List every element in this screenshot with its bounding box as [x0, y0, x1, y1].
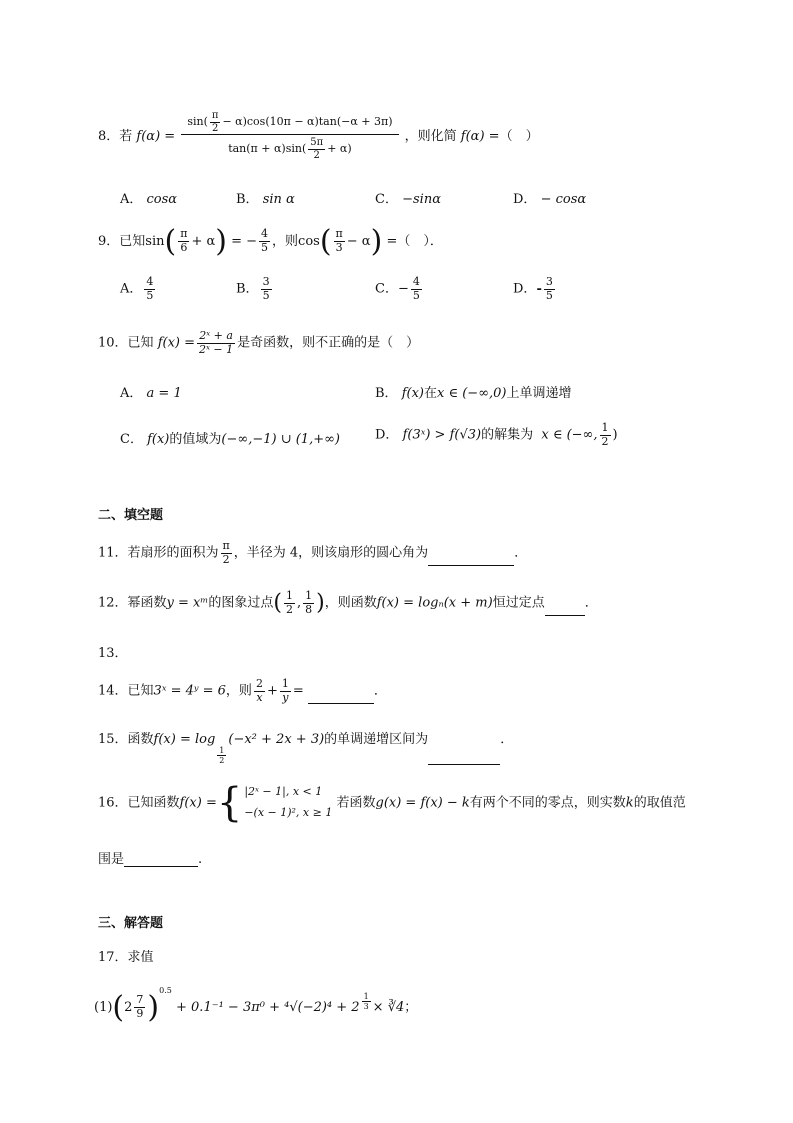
q10-option-c[interactable]: C． f(x)的值域为(−∞,−1) ∪ (1,+∞)	[120, 432, 340, 447]
q9-option-a[interactable]: A． $\frac{4}{5}$	[120, 275, 154, 302]
q8-suffix-expr: f(α)	[460, 129, 485, 144]
question-13: 13．	[98, 646, 128, 661]
question-14: 14．已知3ˣ = 4ʸ = 6，则 $\frac{2}{x}$ + $\frac{1}{y}$ = ．	[98, 677, 387, 704]
q8-numerator: sin( $\frac{\pi}{2}$ − α)cos(10π − α)tan(−α + 3π)	[181, 110, 398, 135]
q10-option-b[interactable]: B． f(x)在x ∈ (−∞,0)上单调递增	[375, 386, 572, 401]
q8-suffix-b: =（ ）	[488, 129, 539, 144]
q8-denominator: tan(π + α)sin( $\frac{5\pi}{2}$ + α)	[228, 137, 352, 161]
q8-option-c[interactable]: C． −sinα	[375, 192, 441, 207]
q15-answer-blank[interactable]	[428, 750, 500, 765]
q16-answer-blank[interactable]	[124, 852, 198, 867]
q11-answer-blank[interactable]	[428, 551, 514, 566]
question-12: 12．幂函数y = xᵐ的图象过点( $\frac{1}{2}$ , $\frac{1}{8}$ )，则函数f(x) = logₙ(x + m)恒过定点 ．	[98, 589, 598, 616]
question-9: 9．已知sin( $\frac{\pi}{6}$ + α) = − $\frac{4}{5}$ ，则cos( $\frac{\pi}{3}$ − α) =（ ）．	[98, 224, 443, 259]
q9-option-b[interactable]: B． $\frac{3}{5}$	[236, 275, 270, 302]
question-17-title: 17．求值	[98, 950, 154, 965]
q8-suffix-a: ，则化简	[404, 129, 457, 144]
q8-option-b[interactable]: B． sin α	[236, 192, 295, 207]
q10-option-a[interactable]: A． a = 1	[120, 386, 182, 401]
q8-prefix: 8．若	[98, 129, 133, 144]
q9-prefix: 9．已知	[98, 234, 146, 249]
question-11: 11．若扇形的面积为 $\frac{\pi}{2}$ ，半径为 4，则该扇形的圆心角为 ．	[98, 539, 528, 566]
q12-answer-blank[interactable]	[545, 601, 585, 616]
q10-option-d[interactable]: D． f(3ˣ) > f(√3)的解集为 x ∈ (−∞, $\frac{1}{2}$ )	[375, 421, 618, 448]
q14-answer-blank[interactable]	[308, 689, 374, 704]
question-8	[98, 110, 539, 163]
question-10: 10．已知 f(x) = $\frac{\text{2ˣ + a}}{\text{2ˣ − 1}}$ 是奇函数，则不正确的是（ ）	[98, 329, 420, 356]
q8-lhs: f(α) =	[136, 129, 176, 144]
q9-sin: sin	[145, 234, 165, 249]
q8-option-d[interactable]: D． − cosα	[513, 192, 587, 207]
q9-option-c[interactable]: C．− $\frac{4}{5}$	[375, 275, 420, 302]
question-16: 16．已知函数f(x) ={ |2ˣ − 1|, x < 1 −(x − 1)², x ≥ 1 若函数g(x) = f(x) − k有两个不同的零点，则实数k的取值范	[98, 780, 686, 826]
question-17-item-1: (1)(2 $\frac{7}{9}$ )$^{0.5}$ + 0.1⁻¹ − 3π⁰ + ⁴√(−2)⁴ + 2 $\frac{1}{3}$ × ∛4；	[94, 986, 418, 1025]
section-solve-title: 三、解答题	[98, 916, 164, 931]
question-16-line-2: 围是 .	[98, 852, 203, 867]
q8-option-a[interactable]: A． cosα	[120, 192, 178, 207]
section-fill-in-title: 二、填空题	[98, 508, 164, 523]
question-15: 15．函数f(x) = log $\frac{1}{2}$ (−x² + 2x + 3)的单调递增区间为 ．	[98, 732, 514, 766]
q8-main-fraction	[181, 110, 398, 163]
q9-option-d[interactable]: D．- $\frac{3}{5}$	[513, 275, 553, 302]
